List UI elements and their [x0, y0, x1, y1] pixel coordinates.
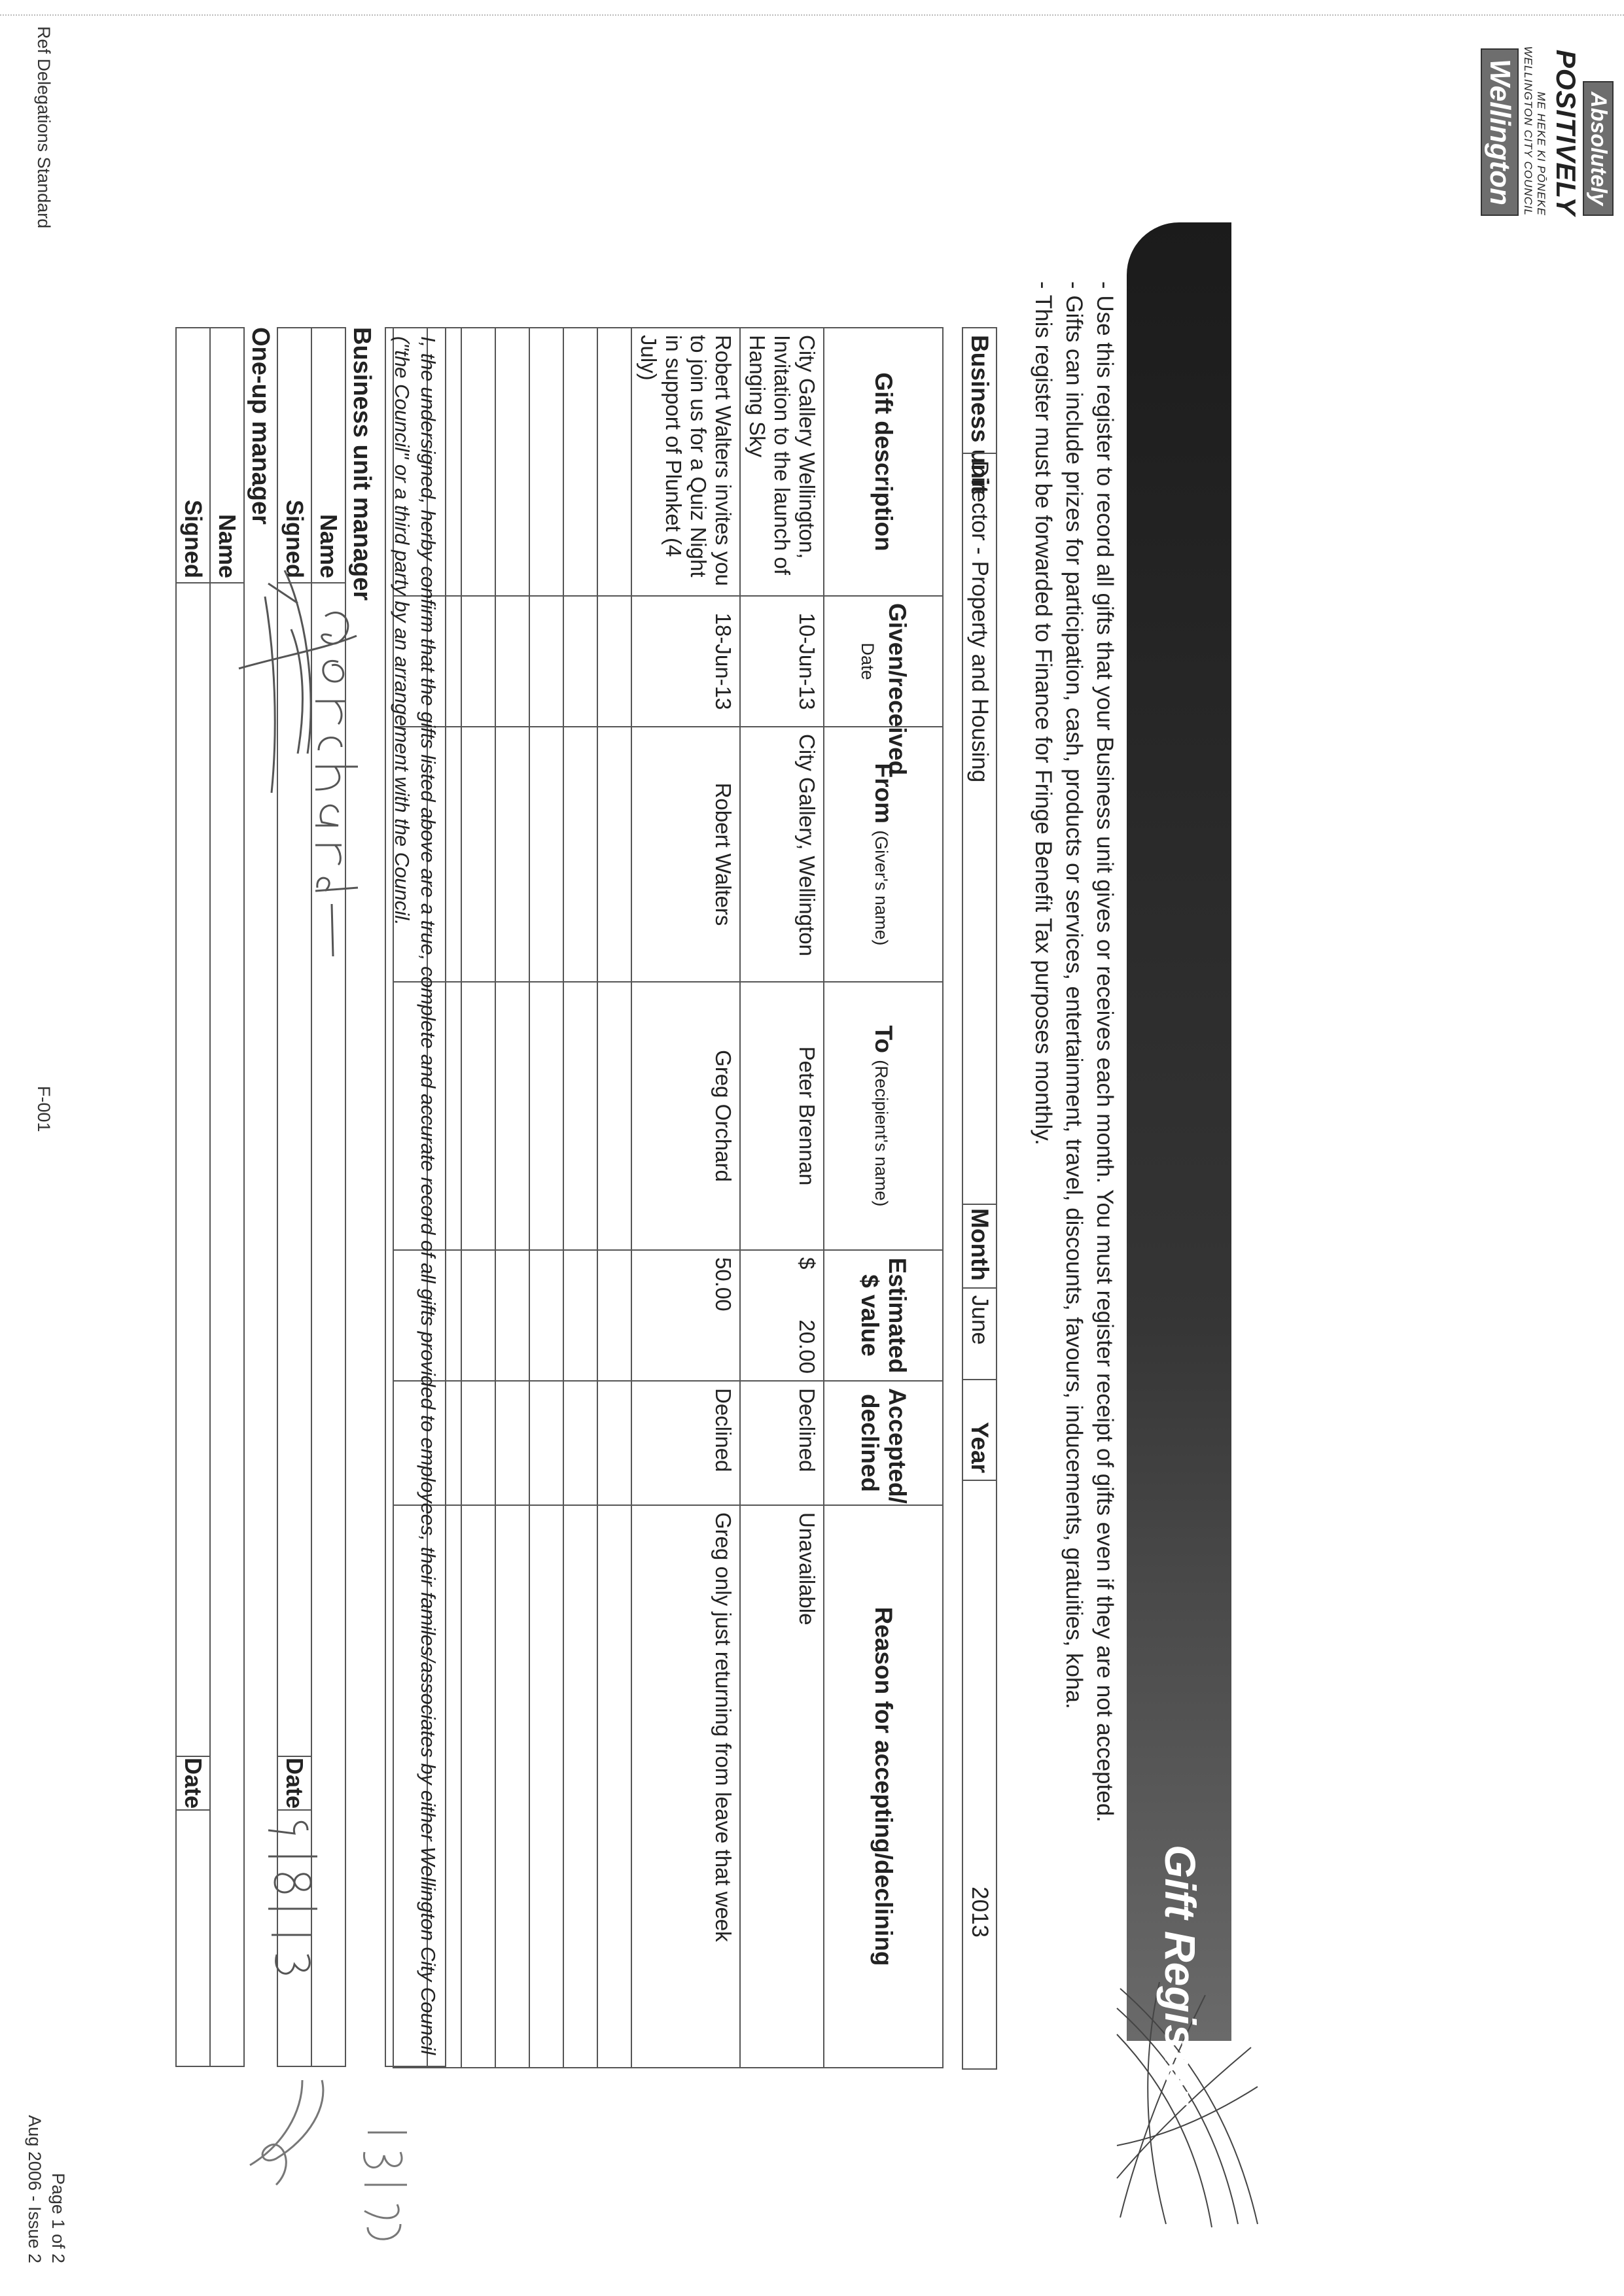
cell-reason: Greg only just returning from leave that week: [631, 1505, 740, 2068]
month-label: Month: [963, 1204, 996, 1287]
oum-date-field[interactable]: [177, 1811, 209, 2066]
cell-to: Peter Brennan: [740, 982, 824, 1250]
bum-date-field[interactable]: [278, 1811, 311, 2066]
oum-name-field[interactable]: [211, 583, 243, 2066]
footer-reference: Ref Delegations Standard: [34, 26, 54, 229]
header-date: Given/received Date: [824, 596, 943, 727]
business-unit-value: Director - Property and Housing: [963, 453, 996, 1204]
business-unit-manager-section: [277, 327, 378, 2067]
cell-accepted: Declined: [740, 1381, 824, 1505]
month-value: June: [963, 1287, 996, 1379]
title-banner: [1127, 222, 1231, 2041]
bum-signed-field[interactable]: [278, 583, 311, 1756]
logo-absolutely: Absolutely: [1583, 81, 1614, 216]
year-label: Year: [963, 1379, 996, 1480]
business-unit-manager-heading: Business unit manager: [348, 327, 376, 601]
bum-date-label: Date: [278, 1756, 311, 1811]
logo-wellington: Wellington: [1481, 48, 1519, 216]
handwritten-annotation: [211, 2054, 427, 2250]
footer-page-number: Page 1 of 2: [48, 2172, 68, 2263]
instruction-line: - Use this register to record all gifts that your Business unit gives or receives each month. You must register receipt of gifts even if they are not accepted.: [1092, 281, 1118, 1822]
table-header-row: [824, 328, 943, 2068]
header-from: From (Giver's name): [824, 727, 943, 982]
cell-gift: City Gallery Wellington, Invitation to the launch of Hanging Sky: [740, 328, 824, 596]
cell-from: City Gallery, Wellington: [740, 727, 824, 982]
cell-date: 18-Jun-13: [631, 596, 740, 727]
oum-signed-field[interactable]: [177, 583, 209, 1756]
cell-value: [631, 1250, 740, 1381]
header-to: To (Recipient's name): [824, 982, 943, 1250]
page-title: Gift Register: [1156, 1845, 1205, 2104]
year-value: 2013: [963, 1480, 996, 2068]
cell-from: Robert Walters: [631, 727, 740, 982]
cell-value: [740, 1250, 824, 1381]
table-row: [461, 328, 495, 2068]
oum-signed-label: Signed: [177, 328, 209, 583]
table-row: [740, 328, 824, 2068]
table-row: [529, 328, 563, 2068]
council-logo: [1481, 20, 1619, 216]
cell-accepted: Declined: [631, 1381, 740, 1505]
logo-maori-name: ME HEKE KI PŌNEKE: [1535, 92, 1547, 216]
header-estimated-value: Estimated $ value: [824, 1250, 943, 1381]
cell-gift: Robert Walters invites you to join us for a Quiz Night in support of Plunket (4 July): [631, 328, 740, 596]
one-up-manager-section: [175, 327, 276, 2067]
header-reason: Reason for accepting/declining: [824, 1505, 943, 2068]
table-row: [597, 328, 631, 2068]
footer-form-number: F-001: [34, 1086, 54, 1132]
instruction-line: - Gifts can include prizes for participation, cash, products or services, entertainment, travel, discounts, favours, inducements, gratuities, koha.: [1061, 281, 1087, 1709]
logo-council-name: WELLINGTON CITY COUNCIL: [1522, 46, 1534, 216]
gift-register-table: [393, 327, 944, 2068]
cell-currency: $: [795, 1257, 819, 1270]
bum-signed-label: Signed: [278, 328, 311, 583]
table-row: [631, 328, 740, 2068]
oum-name-label: Name: [211, 328, 243, 583]
oum-date-label: Date: [177, 1756, 209, 1811]
logo-positively: POSITIVELY: [1551, 49, 1581, 216]
footer-issue: Aug 2006 - Issue 2: [25, 2115, 44, 2263]
header-gift-description: Gift description: [824, 328, 943, 596]
table-row: [495, 328, 529, 2068]
one-up-manager-heading: One-up manager: [247, 327, 274, 525]
cell-reason: Unavailable: [740, 1505, 824, 2068]
table-row: [563, 328, 597, 2068]
instruction-line: - This register must be forwarded to Finance for Fringe Benefit Tax purposes monthly.: [1031, 281, 1056, 1145]
cell-amount: 50.00: [711, 1257, 735, 1312]
bum-name-label: Name: [312, 328, 345, 583]
cell-date: 10-Jun-13: [740, 596, 824, 727]
header-accepted-declined: Accepted/ declined: [824, 1381, 943, 1505]
footer-page-info: [23, 2041, 70, 2263]
business-unit-label: Business unit: [966, 335, 993, 494]
business-unit-row: [962, 327, 997, 2070]
instructions: [1028, 281, 1120, 2047]
declaration-text: I, the undersigned, herby confirm that the gifts listed above are a true, complete and accurate record of all gifts provided to employees, their familes/associates by either Wellington City Council ("the Council" or a third party by an arrangement with the Council.: [385, 327, 446, 2067]
cell-amount: 20.00: [795, 1319, 819, 1374]
cell-to: Greg Orchard: [631, 982, 740, 1250]
